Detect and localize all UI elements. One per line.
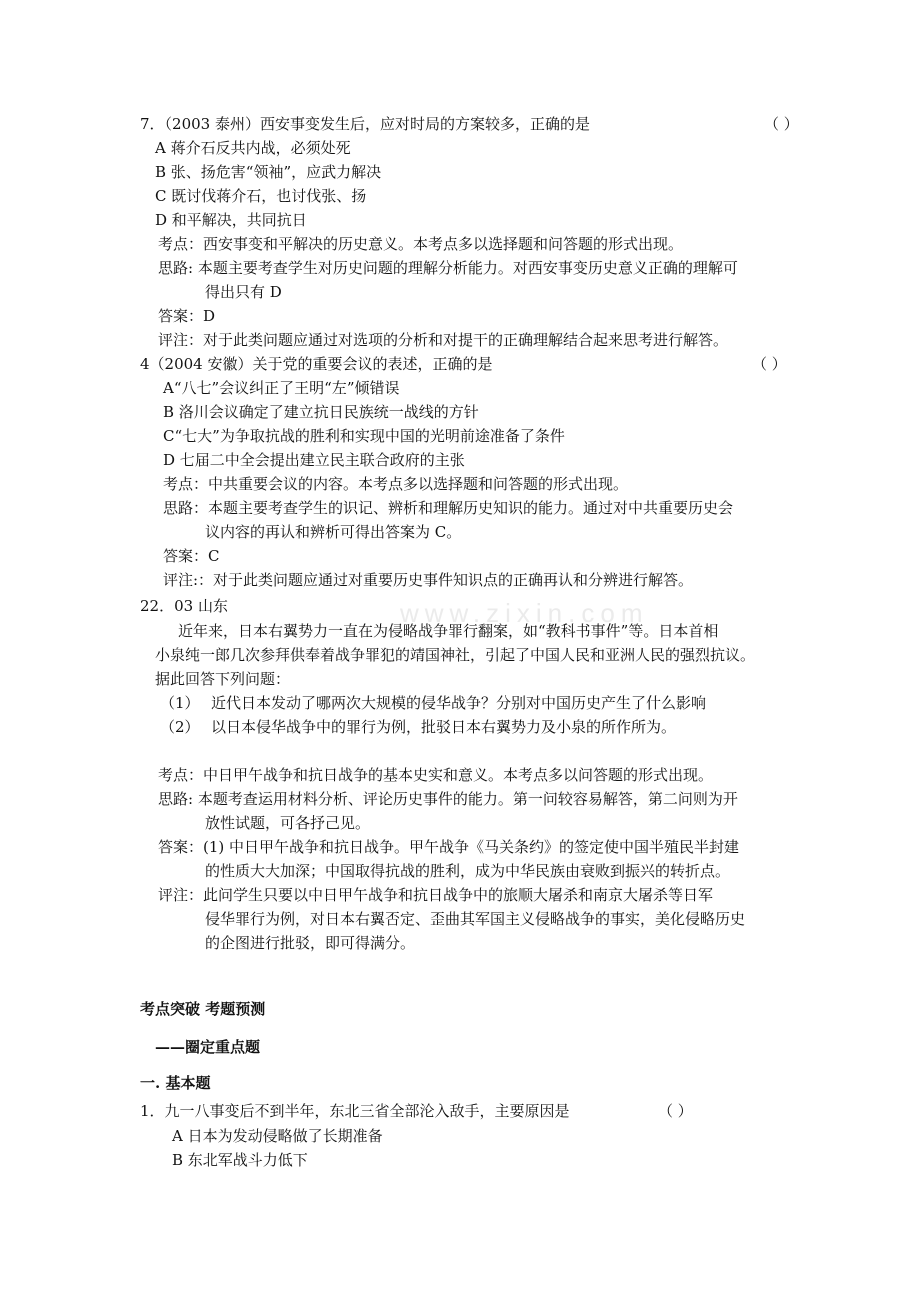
section-subtitle: ——圈定重点题 [155, 1038, 261, 1056]
q22-sub2-number: （2） [160, 718, 200, 736]
q22-paragraph-line1: 近年来，日本右翼势力一直在为侵略战争罪行翻案，如“教科书事件”等。日本首相 [178, 622, 719, 640]
q4-option-c: C“七大”为争取抗战的胜利和实现中国的光明前途准备了条件 [163, 427, 565, 445]
q22-sub1-text: 近代日本发动了哪两次大规模的侵华战争？分别对中国历史产生了什么影响 [211, 694, 707, 712]
watermark: www.zixin.com [400, 598, 649, 628]
q22-kaodian: 考点：中日甲午战争和抗日战争的基本史实和意义。本考点多以问答题的形式出现。 [158, 766, 714, 784]
q7-silu-line1: 思路: 本题主要考查学生对历史问题的理解分析能力。对西安事变历史意义正确的理解可 [158, 259, 738, 277]
q1-stem: 1．九一八事变后不到半年，东北三省全部沦入敌手，主要原因是 [140, 1102, 570, 1120]
q22-answer-line2: 的性质大大加深；中国取得抗战的胜利，成为中华民族由衰败到振兴的转折点。 [205, 862, 731, 880]
part-label: 一. 基本题 [140, 1074, 211, 1092]
q4-answer-blank: （ ） [752, 355, 787, 373]
q7-kaodian: 考点：西安事变和平解决的历史意义。本考点多以选择题和问答题的形式出现。 [158, 235, 684, 253]
q4-silu-line1: 思路：本题主要考查学生的识记、辨析和理解历史知识的能力。通过对中共重要历史会 [163, 499, 734, 517]
q22-pingzhu-line1: 评注：此问学生只要以中日甲午战争和抗日战争中的旅顺大屠杀和南京大屠杀等日军 [158, 886, 714, 904]
q4-option-b: B 洛川会议确定了建立抗日民族统一战线的方针 [163, 403, 479, 421]
q22-silu-line2: 放性试题，可各抒己见。 [205, 814, 371, 832]
q7-silu-line2: 得出只有 D [205, 283, 282, 301]
q7-option-d: D 和平解决，共同抗日 [155, 211, 307, 229]
q7-option-c: C 既讨伐蒋介石，也讨伐张、扬 [155, 187, 367, 205]
q1-option-a: A 日本为发动侵略做了长期准备 [172, 1127, 383, 1145]
q1-option-b: B 东北军战斗力低下 [172, 1151, 308, 1169]
q4-option-a: A“八七”会议纠正了王明“左”倾错误 [163, 379, 400, 397]
q1-answer-blank: （ ） [658, 1102, 693, 1120]
q4-answer: 答案：C [163, 547, 220, 565]
q22-stem: 22．03 山东 [140, 597, 228, 615]
q22-pingzhu-line2: 侵华罪行为例，对日本右翼否定、歪曲其军国主义侵略战争的事实，美化侵略历史 [205, 910, 746, 928]
q22-sub1-number: （1） [160, 694, 200, 712]
q7-answer-blank: （ ） [764, 115, 799, 133]
q4-kaodian: 考点：中共重要会议的内容。本考点多以选择题和问答题的形式出现。 [163, 475, 629, 493]
q22-paragraph-line2: 小泉纯一郎几次参拜供奉着战争罪犯的靖国神社，引起了中国人民和亚洲人民的强烈抗议。 [155, 646, 756, 664]
q4-stem: 4（2004 安徽）关于党的重要会议的表述，正确的是 [140, 355, 493, 373]
q22-silu-line1: 思路: 本题考查运用材料分析、评论历史事件的能力。第一问较容易解答，第二问则为开 [158, 790, 738, 808]
q7-pingzhu: 评注：对于此类问题应通过对选项的分析和对提干的正确理解结合起来思考进行解答。 [158, 331, 729, 349]
q7-answer: 答案：D [158, 307, 216, 325]
q7-option-a: A 蒋介石反共内战，必须处死 [155, 139, 351, 157]
q22-pingzhu-line3: 的企图进行批驳，即可得满分。 [205, 934, 416, 952]
q4-pingzhu: 评注:：对于此类问题应通过对重要历史事件知识点的正确再认和分辨进行解答。 [163, 571, 694, 589]
q7-stem: 7．（2003 泰州）西安事变发生后，应对时局的方案较多，正确的是 [140, 115, 590, 133]
section-title: 考点突破 考题预测 [140, 1000, 266, 1018]
q22-answer-line1: 答案：(1) 中日甲午战争和抗日战争。甲午战争《马关条约》的签定使中国半殖民半封建 [158, 838, 740, 856]
q22-paragraph-line3: 据此回答下列问题： [155, 670, 291, 688]
q22-sub2-text: 以日本侵华战争中的罪行为例，批驳日本右翼势力及小泉的所作所为。 [211, 718, 677, 736]
q7-option-b: B 张、扬危害“领袖”，应武力解决 [155, 163, 382, 181]
q4-silu-line2: 议内容的再认和辨析可得出答案为 C。 [205, 523, 462, 541]
q4-option-d: D 七届二中全会提出建立民主联合政府的主张 [163, 451, 465, 469]
